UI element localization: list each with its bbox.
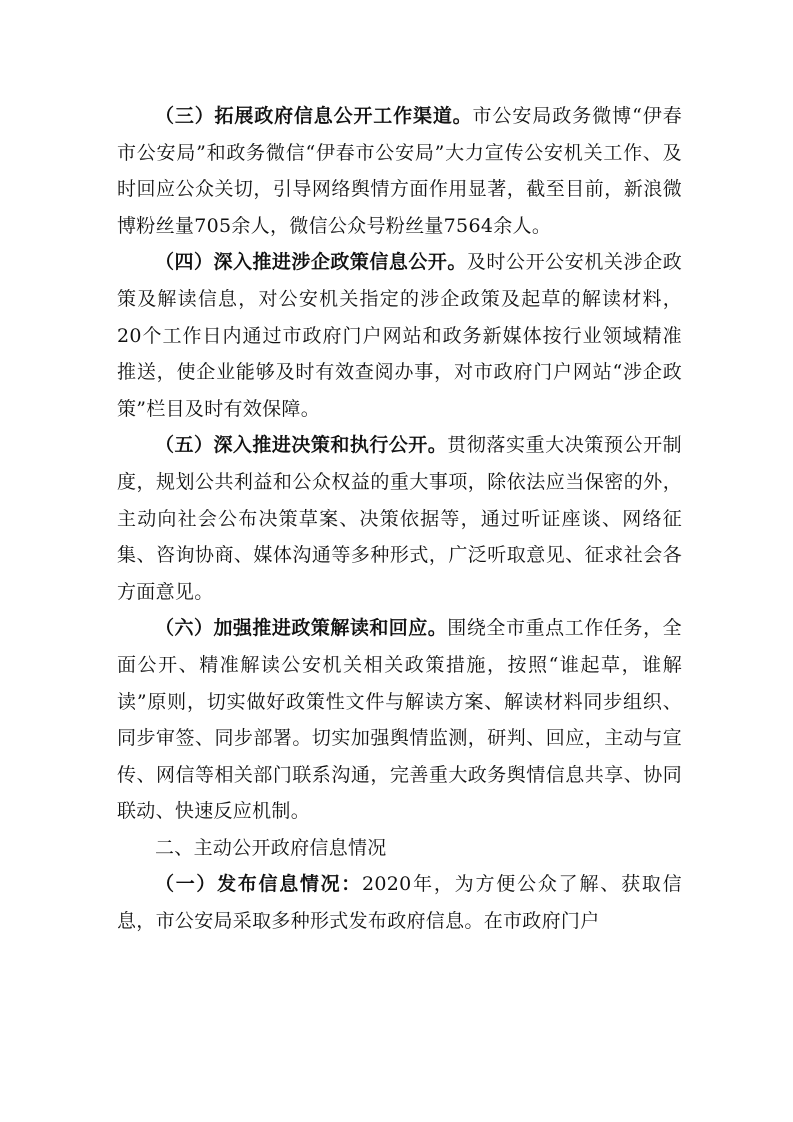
paragraph-enterprise-policy <box>117 244 682 427</box>
section-heading: 二、主动公开政府信息情况 <box>155 836 387 859</box>
paragraph-text: 及时公开公安机关涉企政策及解读信息，对公安机关指定的涉企政策及起草的解读材料，20个工作日内通过市政府门户网站和政务新媒体按行业领域精准推送，使企业能够及时有效查阅办事，对市政府门户网站“涉企政策”栏目及时有效保障。 <box>117 251 682 420</box>
paragraph-publishing-info <box>117 866 682 939</box>
paragraph-lead: （五）深入推进决策和执行公开。 <box>155 434 448 457</box>
paragraph-lead: （三）拓展政府信息公开工作渠道。 <box>155 105 473 127</box>
paragraph-lead: （六）加强推进政策解读和回应。 <box>155 617 448 640</box>
paragraph-lead: （一）发布信息情况： <box>155 873 363 896</box>
paragraph-lead: （四）深入推进涉企政策信息公开。 <box>155 251 467 274</box>
paragraph-text: 贯彻落实重大决策预公开制度，规划公共利益和公众权益的重大事项，除依法应当保密的外，主动向社会公布决策草案、决策依据等，通过听证座谈、网络征集、咨询协商、媒体沟通等多种形式，广泛听取意见、征求社会各方面意见。 <box>117 434 682 603</box>
paragraph-policy-interpretation <box>117 610 682 830</box>
paragraph-text: 围绕全市重点工作任务，全面公开、精准解读公安机关相关政策措施，按照“谁起草，谁解读”原则，切实做好政策性文件与解读方案、解读材料同步组织、同步审签、同步部署。切实加强舆情监测，研判、回应，主动与宣传、网信等相关部门联系沟通，完善重大政务舆情信息共享、协同联动、快速反应机制。 <box>117 617 682 823</box>
paragraph-text: 2020年，为方便公众了解、获取信息，市公安局采取多种形式发布政府信息。在市政府门户 <box>117 873 682 933</box>
paragraph-decision-disclosure <box>117 427 682 610</box>
paragraph-channels <box>117 98 682 244</box>
paragraph-text: 市公安局政务微博“伊春市公安局”和政务微信“伊春市公安局”大力宣传公安机关工作、及时回应公众关切，引导网络舆情方面作用显著，截至目前，新浪微博粉丝量705余人，微信公众号粉丝量7564余人。 <box>117 105 682 237</box>
document-body <box>117 98 682 940</box>
